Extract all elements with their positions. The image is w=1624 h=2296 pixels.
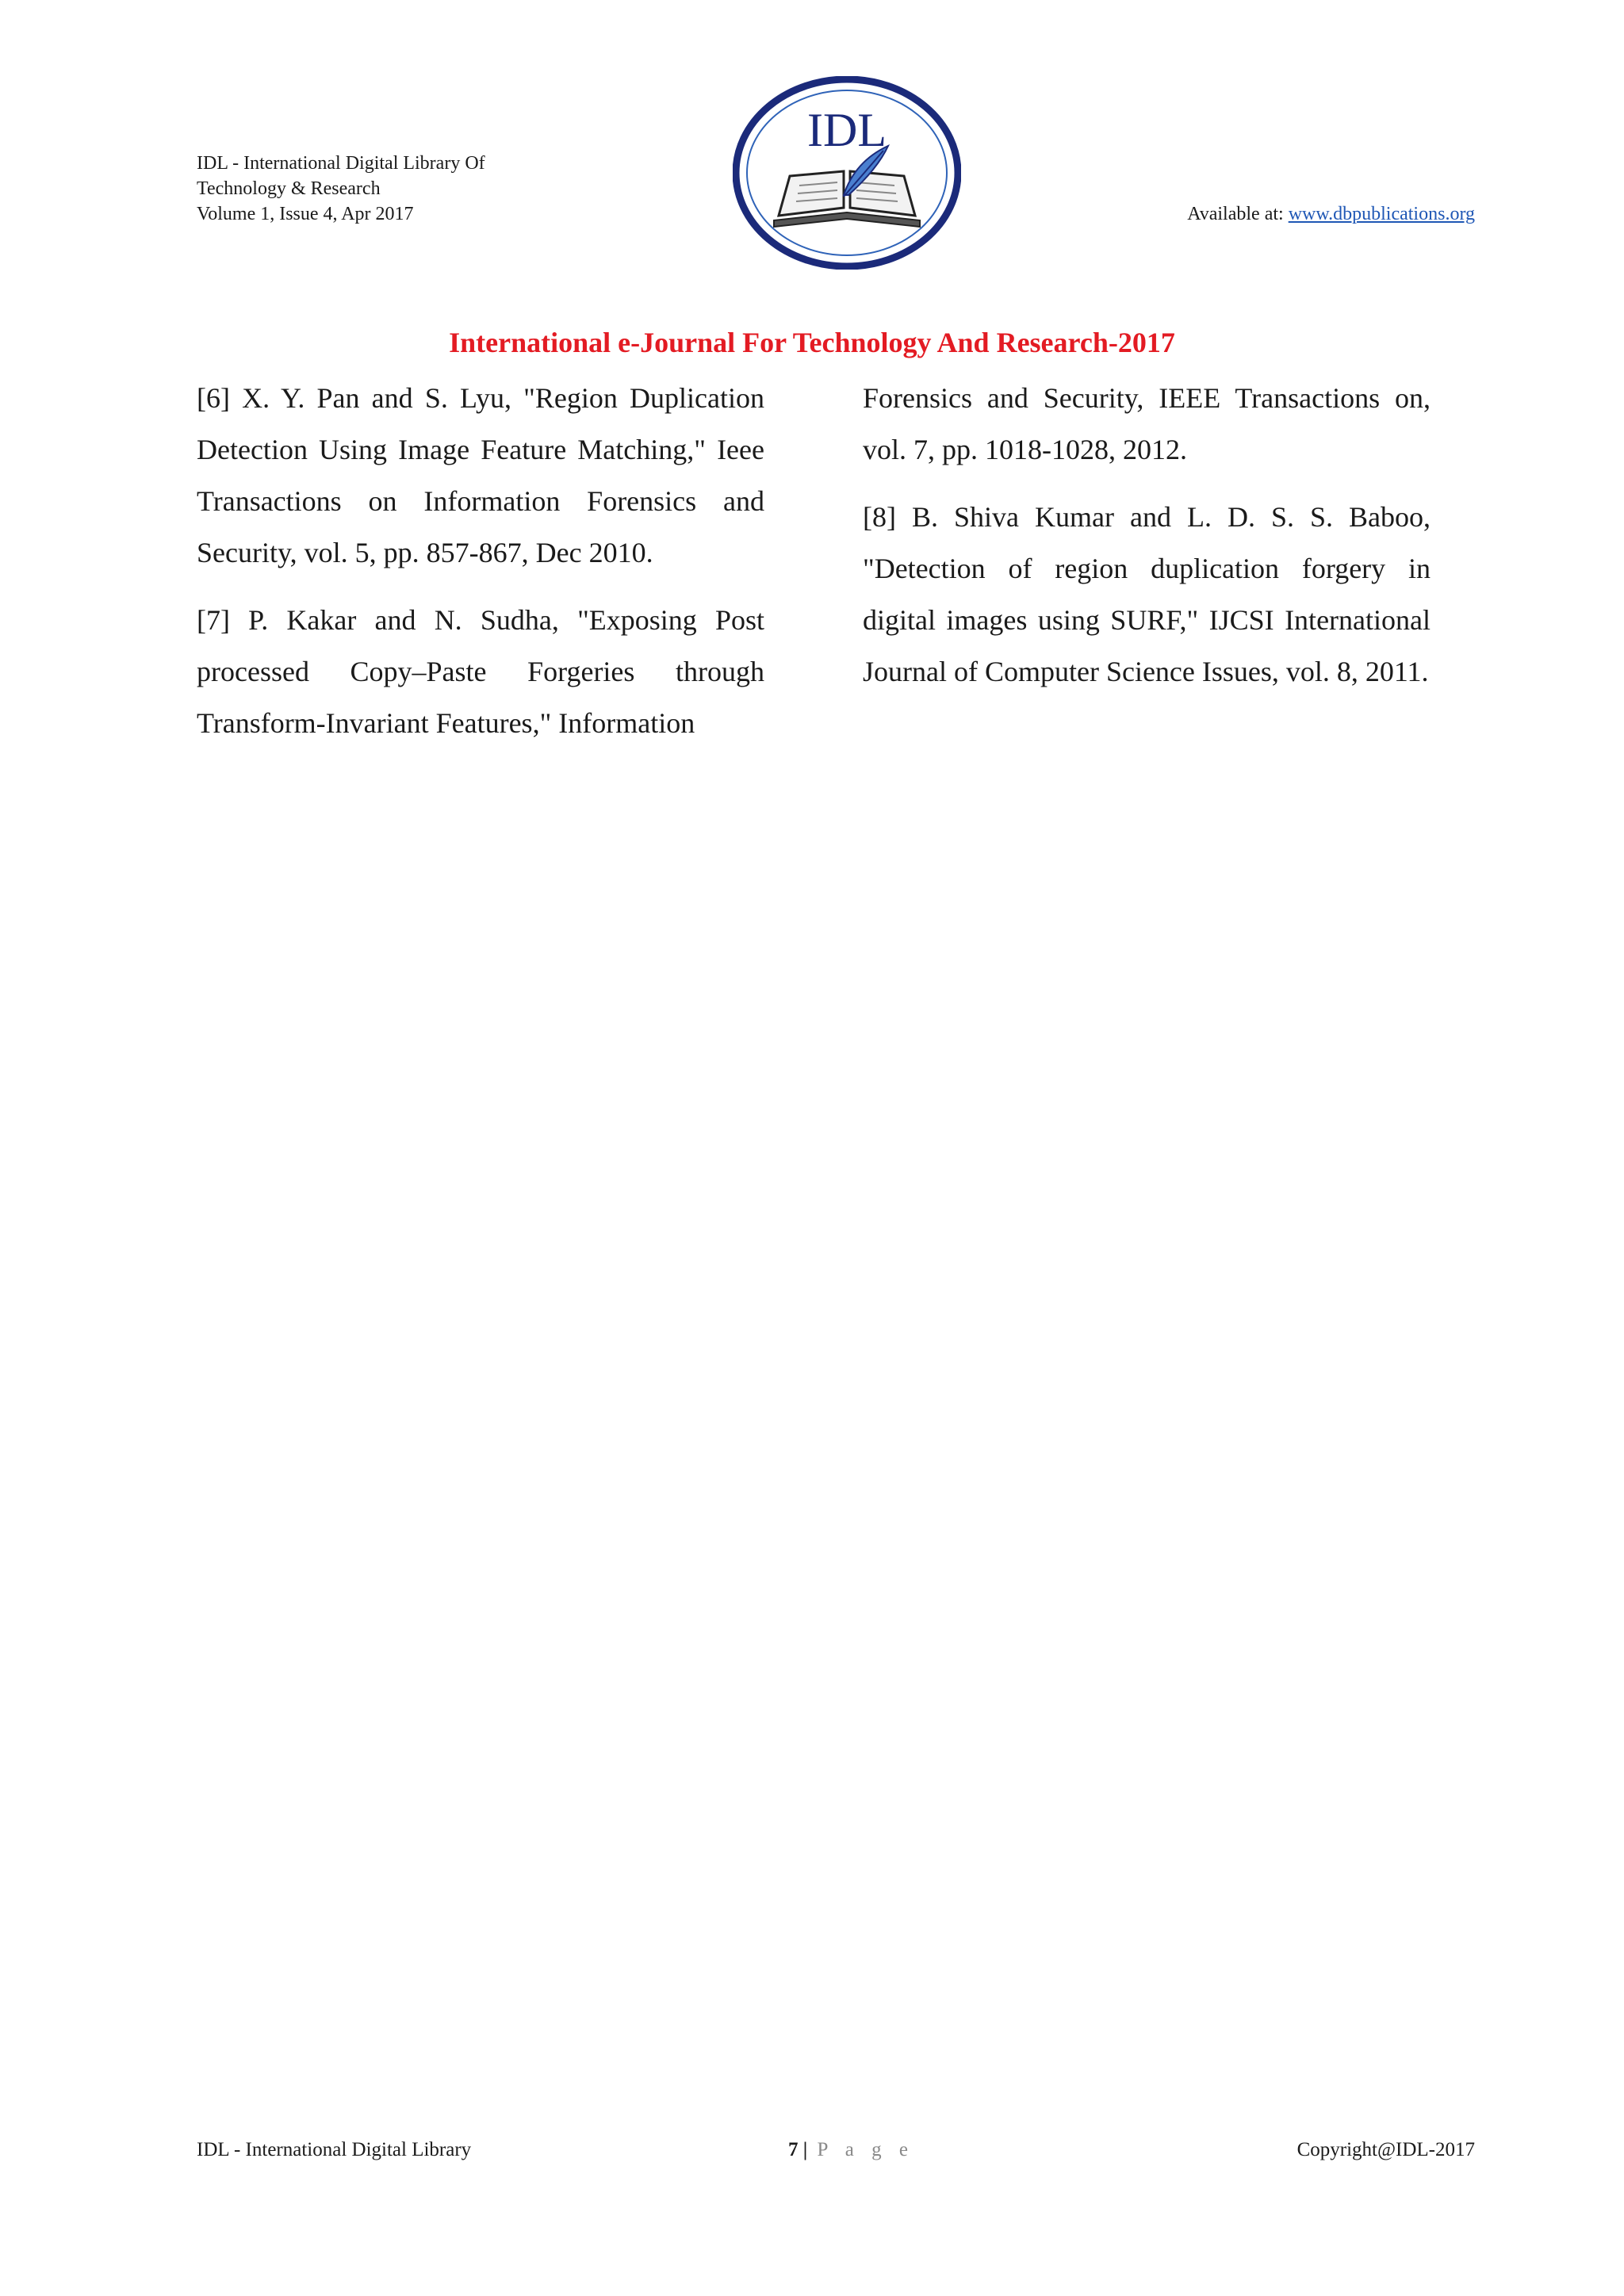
references-section xyxy=(197,373,1431,765)
references-right-column xyxy=(863,373,1431,765)
footer-copyright: Copyright@IDL-2017 xyxy=(1297,2139,1475,2160)
header-line-2: Technology & Research xyxy=(197,178,381,199)
reference-7: [7] P. Kakar and N. Sudha, "Exposing Post processed Copy–Paste Forgeries through Transform-Invariant Features," Information xyxy=(197,604,764,739)
reference-6: [6] X. Y. Pan and S. Lyu, "Region Duplication Detection Using Image Feature Matching," Ieee Transactions on Information Forensics and Security, vol. 5, pp. 857-867, Dec 2010. xyxy=(197,382,764,568)
reference-7-continued: Forensics and Security, IEEE Transactions on, vol. 7, pp. 1018-1028, 2012. xyxy=(863,382,1431,465)
reference-8: [8] B. Shiva Kumar and L. D. S. S. Baboo, "Detection of region duplication forgery in digital images using SURF," IJCSI International Journal of Computer Science Issues, vol. 8, 2011. xyxy=(863,501,1431,687)
available-label: Available at: xyxy=(1187,204,1289,224)
references-left-column xyxy=(197,373,764,765)
page-separator: | xyxy=(798,2139,813,2160)
publisher-link[interactable]: www.dbpublications.org xyxy=(1288,204,1475,224)
idl-logo xyxy=(733,76,961,270)
header-line-1: IDL - International Digital Library Of xyxy=(197,153,485,174)
footer-page-indicator xyxy=(788,2137,914,2163)
page-number: 7 xyxy=(788,2139,799,2160)
idl-logo-icon xyxy=(733,76,961,270)
footer-library-name: IDL - International Digital Library xyxy=(197,2139,472,2160)
journal-title: International e-Journal For Technology And Research-2017 xyxy=(449,327,1175,358)
header-line-3: Volume 1, Issue 4, Apr 2017 xyxy=(197,204,414,224)
header-publication-info xyxy=(197,151,485,227)
header-availability xyxy=(1187,201,1475,227)
logo-text: IDL xyxy=(807,104,887,156)
page-label: P a g e xyxy=(817,2139,914,2160)
